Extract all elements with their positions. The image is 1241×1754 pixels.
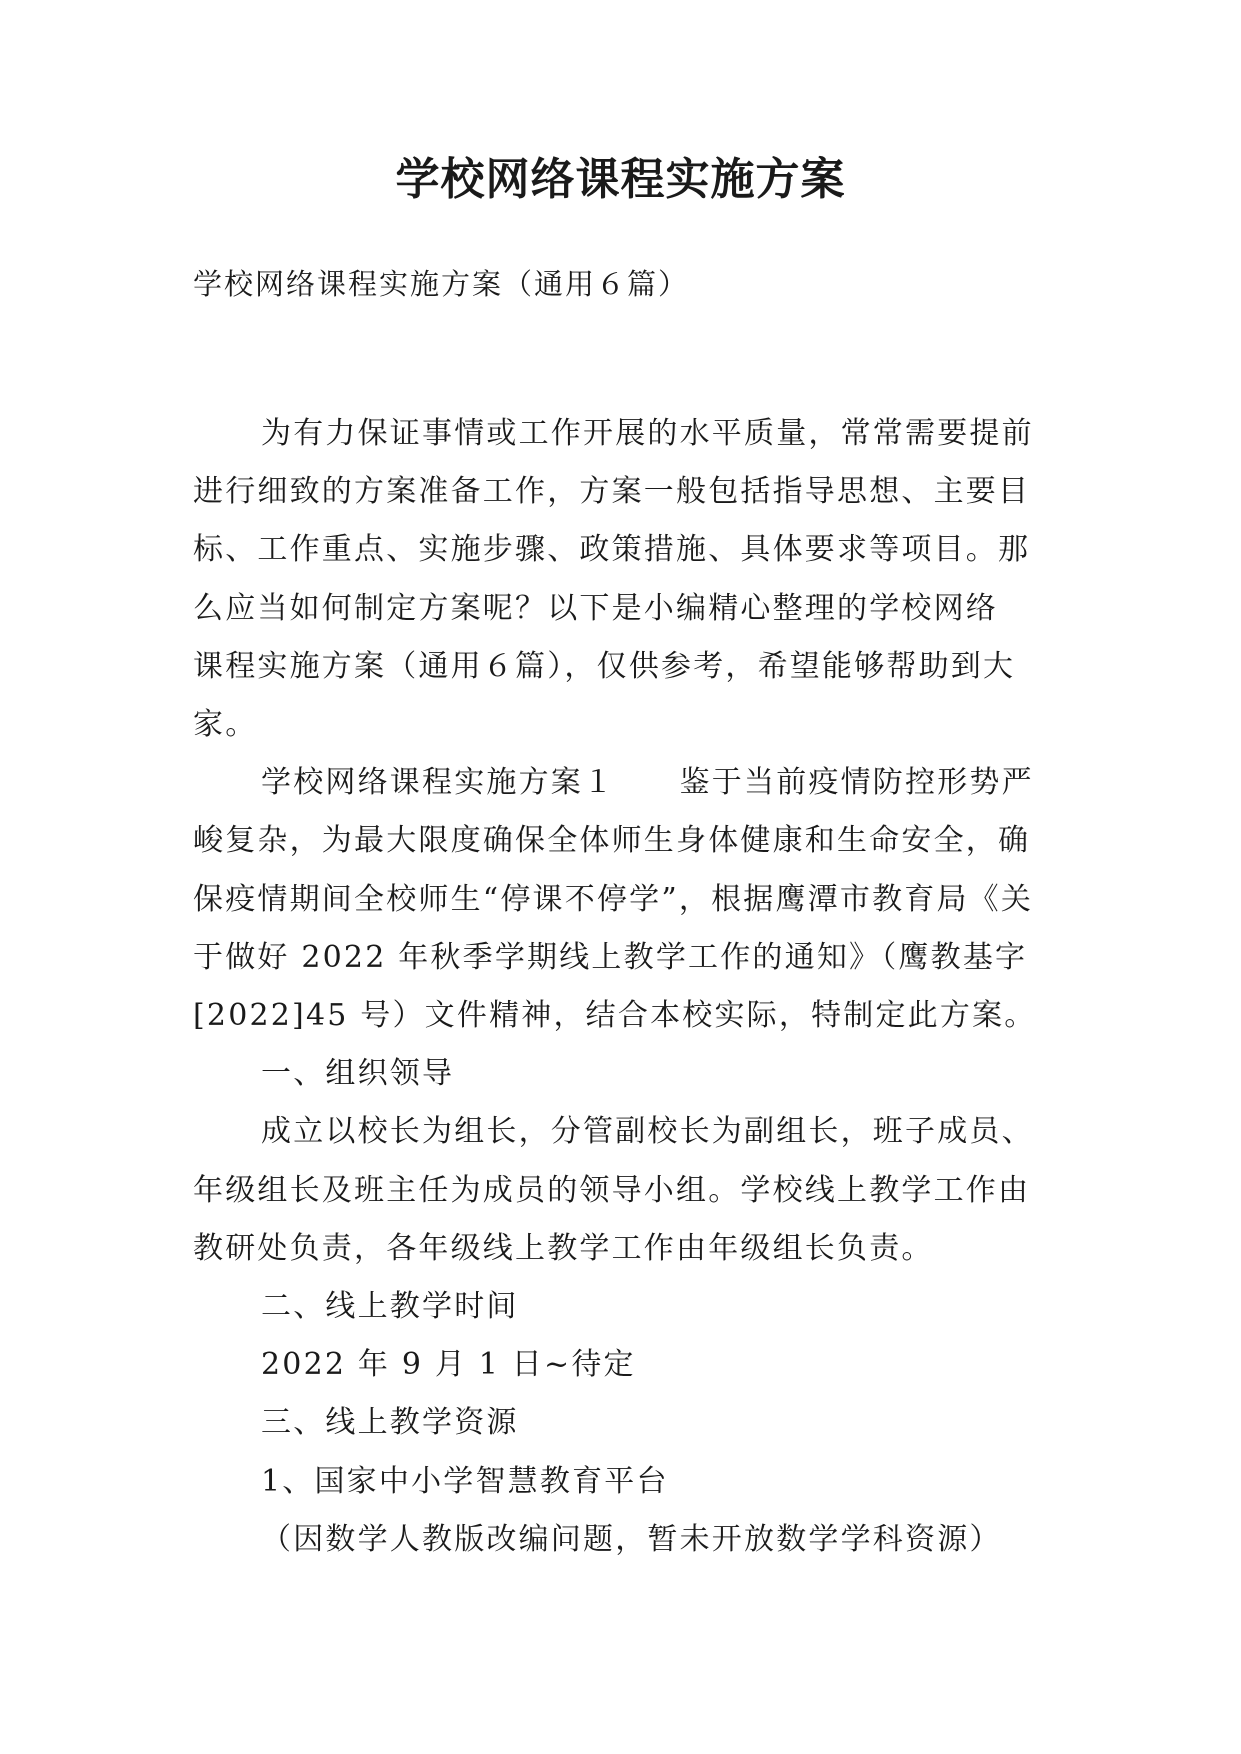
- text-line: 峻复杂，为最大限度确保全体师生身体健康和生命安全，确: [193, 823, 1031, 859]
- text-line: 学校网络课程实施方案１ 鉴于当前疫情防控形势严: [261, 765, 1034, 801]
- text-line: 年级组长及班主任为成员的领导小组。学校线上教学工作由: [193, 1172, 1031, 1208]
- document-title: 学校网络课程实施方案: [395, 154, 846, 205]
- section3-item1: 1、国家中小学智慧教育平台: [261, 1463, 669, 1499]
- section3-heading: 三、线上教学资源: [261, 1405, 519, 1441]
- plan1-paragraph: [193, 754, 1063, 1045]
- text-line: 课程实施方案（通用６篇），仅供参考，希望能够帮助到大: [193, 648, 1016, 684]
- text-line: 标、工作重点、实施步骤、政策措施、具体要求等项目。那: [193, 532, 1031, 568]
- text-line: 教研处负责，各年级线上教学工作由年级组长负责。: [193, 1230, 934, 1266]
- text-line: 成立以校长为组长，分管副校长为副组长，班子成员、: [261, 1114, 1034, 1150]
- section1-heading: 一、组织领导: [261, 1056, 455, 1092]
- text-line: 家。: [193, 707, 258, 743]
- text-line: [2022]45 号）文件精神，结合本校实际，特制定此方案。: [193, 998, 1037, 1034]
- document-subtitle: 学校网络课程实施方案（通用６篇）: [193, 267, 690, 301]
- text-line: 保疫情期间全校师生“停课不停学”，根据鹰潭市教育局《关: [193, 881, 1034, 917]
- text-line: 么应当如何制定方案呢？以下是小编精心整理的学校网络: [193, 590, 998, 626]
- text-line: 于做好 2022 年秋季学期线上教学工作的通知》（鹰教基字: [193, 939, 1028, 975]
- document-body: [193, 405, 1063, 1569]
- text-line: 为有力保证事情或工作开展的水平质量，常常需要提前: [261, 416, 1034, 451]
- section3-item1-note: （因数学人教版改编问题，暂未开放数学学科资源）: [261, 1521, 1002, 1557]
- intro-paragraph: [193, 405, 1063, 754]
- section2-heading: 二、线上教学时间: [261, 1289, 519, 1325]
- section2-text: 2022 年 9 月 1 日~待定: [261, 1347, 636, 1383]
- text-line: 进行细致的方案准备工作，方案一般包括指导思想、主要目: [193, 474, 1031, 510]
- section1-paragraph: [193, 1103, 1063, 1278]
